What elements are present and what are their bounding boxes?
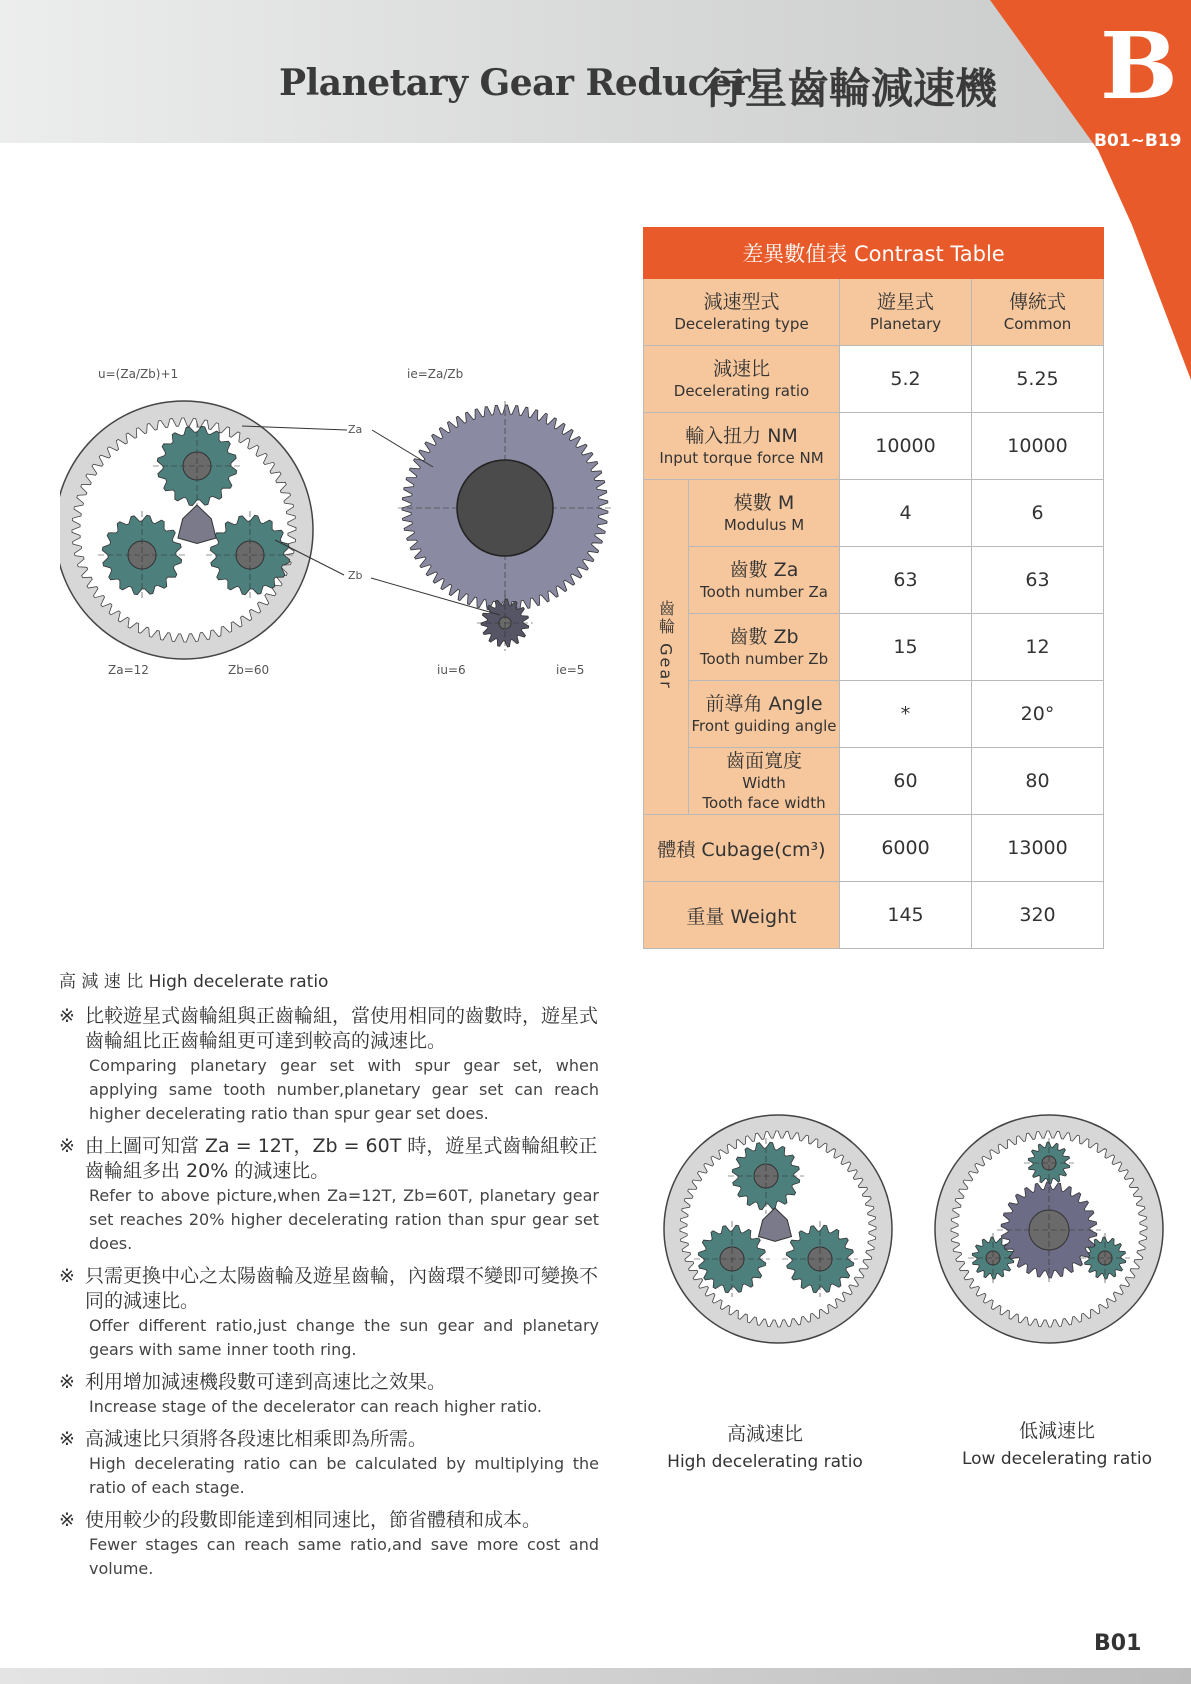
spur-set: [398, 401, 612, 651]
section-range: B01~B19: [1094, 131, 1182, 151]
bullet-mark: ※: [59, 1005, 75, 1027]
caption-ie: ie=5: [556, 663, 585, 677]
caption-zb: Zb=60: [228, 663, 270, 677]
gear-group-label: 齒輪 Gear: [644, 480, 689, 815]
row-label-zh: 齒數 Za: [729, 559, 799, 581]
row-label-zh: 前導角 Angle: [705, 693, 823, 715]
feature-heading: 高 減 速 比 High decelerate ratio: [59, 972, 329, 992]
item-zh: 比較遊星式齒輪組與正齒輪組，當使用相同的齒數時，遊星式齒輪組比正齒輪組更可達到較高的減速比。: [85, 1005, 599, 1052]
table-row: [644, 815, 1104, 882]
label-zb: Zb: [348, 569, 363, 582]
row-label: 體積 Cubage(cm³): [644, 815, 840, 882]
page-title-zh: 行星齒輪減速機: [703, 64, 998, 113]
bullet-mark: ※: [59, 1428, 75, 1450]
row-label-en: Front guiding angle: [691, 717, 837, 735]
row-label-en: Tooth face width: [702, 794, 826, 812]
bullet-mark: ※: [59, 1265, 75, 1287]
bullet-mark: ※: [59, 1135, 75, 1157]
high-ratio-gear-image: [662, 1113, 894, 1345]
cell-planetary: 63: [840, 547, 972, 614]
item-zh: 由上圖可知當 Za = 12T，Zb = 60T 時，遊星式齒輪組較正齒輪組多出 20% 的減速比。: [85, 1135, 598, 1182]
caption-high-zh: 高減速比: [726, 1423, 803, 1445]
caption-za: Za=12: [108, 663, 149, 677]
cell-common: 20°: [972, 681, 1104, 748]
cell-common: 13000: [972, 815, 1104, 882]
cell-planetary: 5.2: [840, 346, 972, 413]
cell-common: 10000: [972, 413, 1104, 480]
cell-planetary: 145: [840, 882, 972, 949]
gear-ratio-diagram: [60, 360, 630, 680]
header-planetary-zh: 遊星式: [876, 291, 934, 313]
table-row: [644, 480, 1104, 547]
table-row: [644, 681, 1104, 748]
list-item: [59, 1004, 599, 1126]
table-row: [644, 346, 1104, 413]
section-letter: B: [1100, 12, 1178, 120]
list-item: [59, 1508, 599, 1581]
list-item: [59, 1427, 599, 1500]
cell-common: 5.25: [972, 346, 1104, 413]
caption-low: [952, 1417, 1162, 1473]
feature-list: [59, 970, 599, 1589]
low-ratio-gear-image: [933, 1113, 1165, 1345]
cell-planetary: 6000: [840, 815, 972, 882]
cell-planetary: *: [840, 681, 972, 748]
caption-high: [660, 1420, 870, 1476]
table-row: [644, 882, 1104, 949]
row-label-en: Input torque force NM: [659, 449, 824, 467]
item-zh: 使用較少的段數即能達到相同速比，節省體積和成本。: [85, 1509, 542, 1531]
footer-band: [0, 1668, 1191, 1684]
table-row: [644, 547, 1104, 614]
table-row: [644, 413, 1104, 480]
row-label-zh: 模數 M: [733, 492, 795, 514]
item-en: Increase stage of the decelerator can reach higher ratio.: [89, 1397, 542, 1416]
list-item: [59, 1134, 599, 1256]
list-item: [59, 1264, 599, 1362]
page-number: B01: [1094, 1631, 1142, 1656]
header-common-en: Common: [1003, 315, 1072, 333]
label-za: Za: [348, 423, 363, 436]
cell-planetary: 4: [840, 480, 972, 547]
item-en: Comparing planetary gear set with spur gear set, when applying same tooth number,planetary gear set can reach higher decelerating ratio than spur gear set does.: [89, 1056, 599, 1123]
item-zh: 只需更換中心之太陽齒輪及遊星齒輪，內齒環不變即可變換不同的減速比。: [85, 1265, 599, 1312]
spur-hub: [457, 460, 553, 556]
row-label-en: Tooth number Zb: [699, 650, 829, 668]
table-row: [644, 748, 1104, 815]
bullet-mark: ※: [59, 1371, 75, 1393]
formula-left: u=(Za/Zb)+1: [98, 367, 179, 381]
item-en: Fewer stages can reach same ratio,and save more cost and volume.: [89, 1535, 599, 1578]
item-zh: 利用增加減速機段數可達到高速比之效果。: [85, 1371, 447, 1393]
caption-high-en: High decelerating ratio: [667, 1452, 863, 1472]
bullet-mark: ※: [59, 1509, 75, 1531]
header-type-zh: 減速型式: [703, 291, 780, 313]
page-title-en: Planetary Gear Reducer: [279, 62, 750, 104]
row-label-en: Decelerating ratio: [673, 382, 810, 400]
row-label-zh: 減速比: [712, 358, 770, 380]
caption-low-zh: 低減速比: [1018, 1420, 1095, 1442]
planetary-set: [60, 401, 313, 659]
formula-right: ie=Za/Zb: [407, 367, 464, 381]
cell-common: 63: [972, 547, 1104, 614]
caption-iu: iu=6: [437, 663, 466, 677]
row-label-zh: 齒數 Zb: [729, 626, 799, 648]
table-title: 差異數值表 Contrast Table: [644, 228, 1104, 279]
row-label-zh: 齒面寬度: [725, 750, 802, 772]
cell-planetary: 15: [840, 614, 972, 681]
header-planetary-en: Planetary: [869, 315, 942, 333]
table-header-row: [644, 279, 1104, 346]
cell-common: 320: [972, 882, 1104, 949]
cell-common: 12: [972, 614, 1104, 681]
cell-planetary: 60: [840, 748, 972, 815]
cell-common: 80: [972, 748, 1104, 815]
row-label-en: Tooth number Za: [700, 583, 828, 601]
caption-low-en: Low decelerating ratio: [961, 1449, 1153, 1469]
item-en: Refer to above picture,when Za=12T, Zb=60T, planetary gear set reaches 20% higher decelerating ration than spur gear set does.: [89, 1186, 599, 1253]
item-en: High decelerating ratio can be calculated by multiplying the ratio of each stage.: [89, 1454, 599, 1497]
header-common-zh: 傳統式: [1009, 291, 1067, 313]
table-row: [644, 614, 1104, 681]
cell-planetary: 10000: [840, 413, 972, 480]
item-en: Offer different ratio,just change the sun gear and planetary gears with same inner tooth ring.: [89, 1316, 599, 1359]
header-type-en: Decelerating type: [674, 315, 809, 333]
contrast-table: [643, 227, 1104, 949]
row-label-en: Modulus M: [723, 516, 805, 534]
row-label: 重量 Weight: [644, 882, 840, 949]
cell-common: 6: [972, 480, 1104, 547]
row-label-en: Width: [742, 774, 786, 792]
list-item: [59, 1370, 599, 1419]
item-zh: 高減速比只須將各段速比相乘即為所需。: [85, 1428, 428, 1450]
row-label-zh: 輸入扭力 NM: [685, 425, 798, 447]
